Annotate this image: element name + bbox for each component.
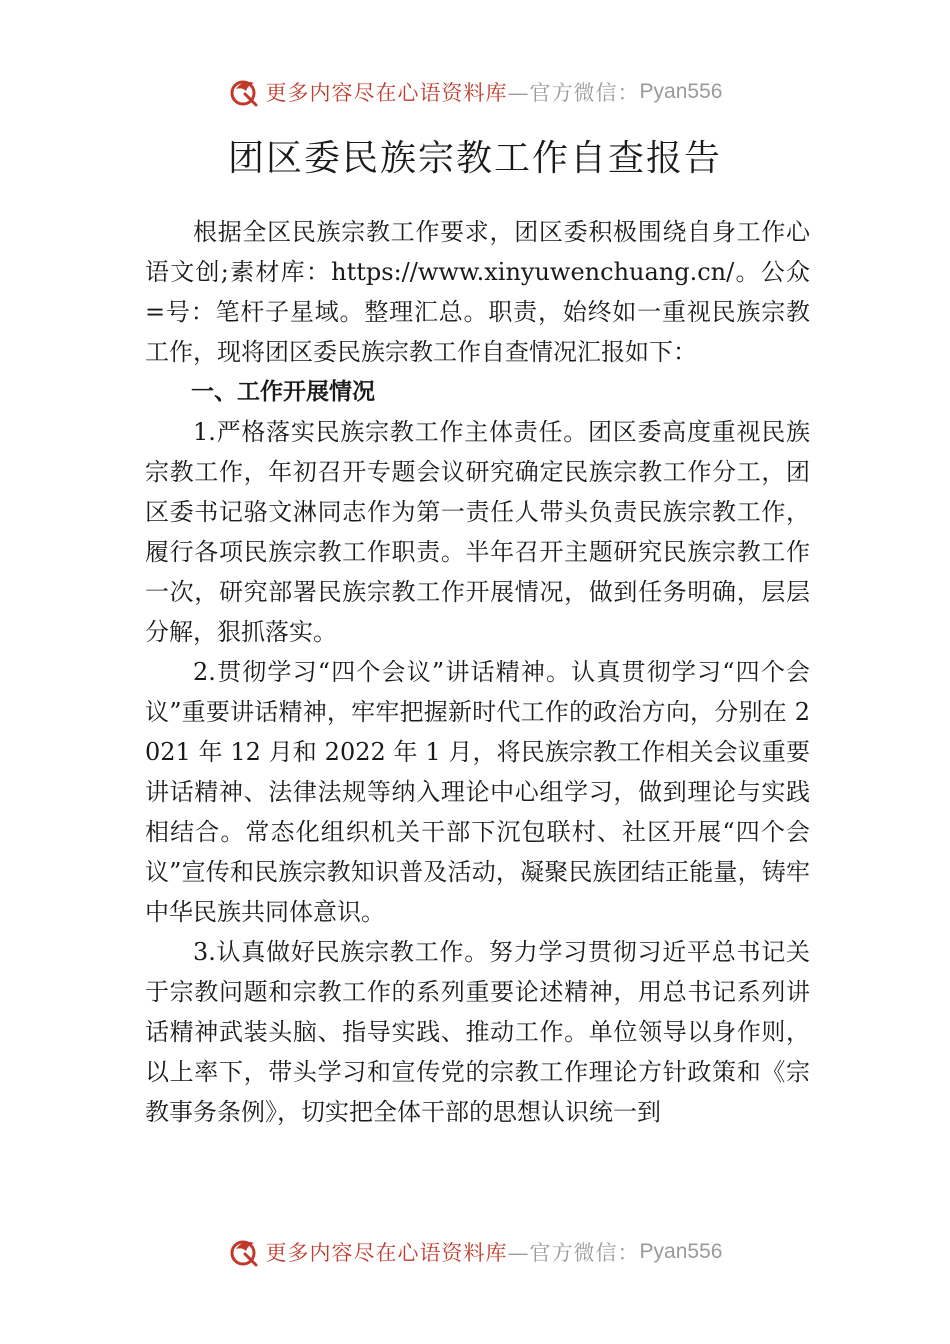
paragraph-item-3: 3.认真做好民族宗教工作。努力学习贯彻习近平总书记关于宗教问题和宗教工作的系列重要论述精神，用总书记系列讲话精神武装头脑、指导实践、推动工作。单位领导以身作则，以上率下，带头学习和宣传党的宗教工作理论方针政策和《宗教事务条例》，切实把全体干部的思想认识统一到 [145, 938, 810, 1126]
paragraph-item-1: 1.严格落实民族宗教工作主体责任。团区委高度重视民族宗教工作，年初召开专题会议研究确定民族宗教工作分工，团区委书记骆文淋同志作为第一责任人带头负责民族宗教工作，履行各项民族宗教工作职责。半年召开主题研究民族宗教工作一次，研究部署民族宗教工作开展情况，做到任务明确，层层分解，狠抓落实。 [145, 418, 810, 646]
paragraph-item-2: 2.贯彻学习“四个会议”讲话精神。认真贯彻学习“四个会议”重要讲话精神，牢牢把握新时代工作的政治方向，分别在 2021 年 12 月和 2022 年 1 月，将民族宗教工作相关会议重要讲话精神、法律法规等纳入理论中心组学习，做到理论与实践相结合。常态化组织机关干部下沉包联村、社区开展“四个会议”宣传和民族宗教知识普及活动，凝聚民族团结正能量，铸牢中华民族共同体意识。 [145, 658, 810, 926]
section-heading: 一、工作开展情况 [191, 379, 375, 405]
watermark-wechat-id: Pyan556 [639, 1240, 723, 1263]
document-body [145, 212, 810, 1132]
logo-icon [228, 1235, 262, 1269]
watermark-banner-bottom [0, 1230, 950, 1274]
watermark-text-red: 更多内容尽在心语资料库 [265, 1241, 508, 1265]
document-title: 团区委民族宗教工作自查报告 [227, 138, 722, 179]
watermark-text-red: 更多内容尽在心语资料库 [265, 81, 508, 105]
watermark-text-gray: —官方微信： [507, 1241, 640, 1265]
watermark-text-gray: —官方微信： [507, 81, 640, 105]
logo-icon [228, 75, 262, 109]
paragraph-intro: 根据全区民族宗教工作要求，团区委积极围绕自身工作心语文创;素材库：https://www.xinyuwenchuang.cn/。公众=号：笔杆子星域。整理汇总。职责，始终如一重视民族宗教工作，现将团区委民族宗教工作自查情况汇报如下： [145, 218, 810, 366]
watermark-banner-top [0, 70, 950, 114]
watermark-wechat-id: Pyan556 [639, 80, 723, 103]
